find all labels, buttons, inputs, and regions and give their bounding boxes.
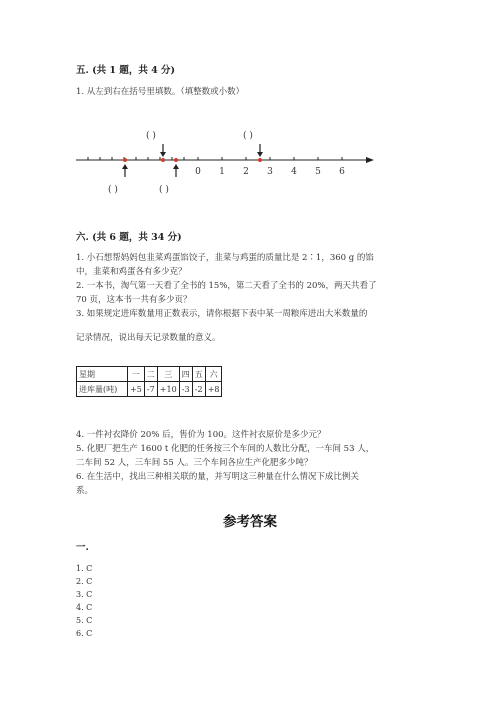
section6-q2-line2: 70 页，这本书一共有多少页？ [76,295,192,305]
arrowhead-down-1 [160,152,166,157]
table-header-cell: 三 [157,367,179,382]
table-header-cell: 四 [179,367,192,382]
arrowhead-up-2 [173,164,179,169]
table-cell: +10 [157,382,179,397]
tick-label-1: 1 [219,167,225,177]
answers-part-heading: 一. [76,542,89,553]
tick-label-5: 5 [315,167,321,177]
table-cell: -2 [192,382,205,397]
table-header-cell: 一 [128,367,145,382]
section6-q6-line1: 6. 在生活中，找出三种相关联的量，并写明这三种量在什么情况下成比例关 [76,472,359,482]
table-row-values [77,382,222,397]
section6-q1-line1: 1. 小石想帮妈妈包韭菜鸡蛋馅饺子，韭菜与鸡蛋的质量比是 2∶1，360 g 的馅 [76,253,374,263]
number-line-brackets-below [108,184,169,195]
tick-label-6: 6 [339,167,345,177]
answer-item: 5. C [76,616,93,625]
table-cell: -3 [179,382,192,397]
tick-label-0: 0 [195,167,201,177]
table-header-cell: 星期 [77,367,128,382]
bracket-below-2: ( ) [159,185,169,195]
red-point-marker [174,158,178,162]
section6-q3-line1: 3. 如果规定进库数量用正数表示，请你根据下表中某一周粮库进出大米数量的 [76,309,368,319]
section6-q5-line2: 二车间 52 人，三车间 55 人。三个车间各应生产化肥多少吨？ [76,458,313,468]
red-point-marker [161,158,165,162]
answer-item: 4. C [76,603,93,612]
section6-heading: 六. (共 6 题，共 34 分) [76,232,182,243]
section6-q2-line1: 2. 一本书，淘气第一天看了全书的 15%，第二天看了全书的 20%，两天共看了 [76,281,377,291]
tick-label-3: 3 [267,167,273,177]
bracket-above-1: ( ) [146,131,156,141]
red-point-marker [258,158,262,162]
table-cell: +5 [128,382,145,397]
answers-title: 参考答案 [223,514,277,530]
section5-question1: 1. 从左到右在括号里填数。（填整数或小数） [76,87,245,97]
table-cell: 进库量(吨) [77,382,128,397]
table-cell: +8 [205,382,222,397]
section6-q1-line2: 中，韭菜和鸡蛋各有多少克？ [76,267,187,277]
tick-label-4: 4 [291,167,297,177]
number-line-figure [76,120,376,200]
answer-item: 6. C [76,629,93,638]
bracket-below-1: ( ) [108,185,118,195]
arrowhead-down-2 [257,152,263,157]
number-line-arrowhead [366,157,374,163]
table-row-header [77,367,222,382]
section5-heading: 五. (共 1 题，共 4 分) [76,65,176,76]
table-header-cell: 五 [192,367,205,382]
section6-q6-line2: 系。 [76,486,94,496]
section6-q4: 4. 一件衬衣降价 20% 后，售价为 100。这件衬衣原价是多少元？ [76,430,326,440]
section6-q3-line2: 记录情况，说出每天记录数量的意义。 [76,333,221,343]
table-header-cell: 二 [144,367,157,382]
tick-label-2: 2 [243,167,249,177]
section6-q5-line1: 5. 化肥厂把生产 1600 t 化肥的任务按三个车间的人数比分配，一车间 53 人， [76,444,375,454]
number-line-tick-labels [195,167,345,177]
answer-item: 1. C [76,564,93,573]
answer-item: 2. C [76,577,93,586]
table-cell: -7 [144,382,157,397]
answer-item: 3. C [76,590,93,599]
number-line-brackets-above [146,130,253,141]
table-header-cell: 六 [205,367,222,382]
bracket-above-2: ( ) [243,131,253,141]
red-point-marker [123,158,127,162]
arrowhead-up-1 [122,164,128,169]
rice-storage-table [76,366,222,397]
